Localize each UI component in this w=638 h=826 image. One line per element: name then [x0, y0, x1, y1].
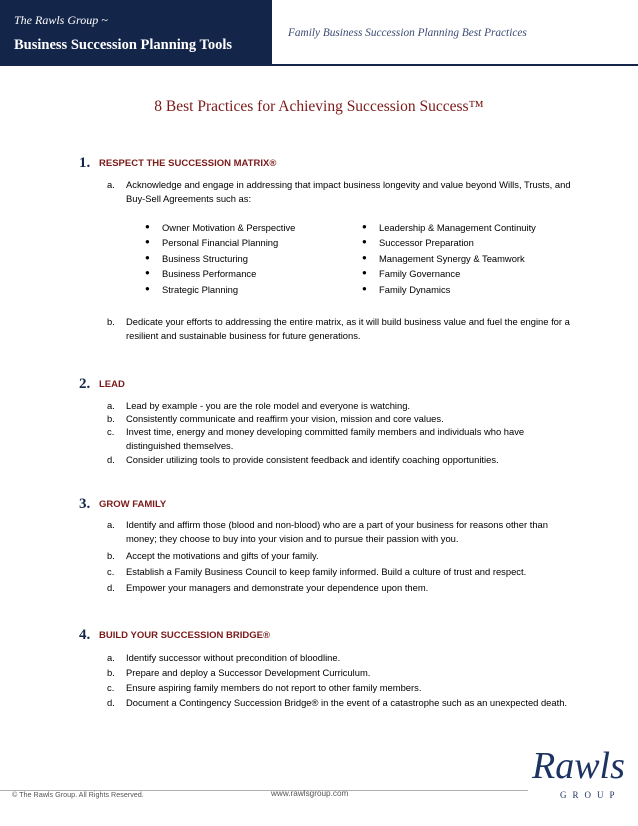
item-letter: c. — [107, 682, 115, 693]
bullet-icon: ● — [145, 253, 150, 262]
item-letter: a. — [107, 179, 115, 190]
bullet-icon: ● — [362, 268, 367, 277]
footer-copyright: © The Rawls Group. All Rights Reserved. — [12, 790, 144, 799]
section-number: 2. — [79, 376, 91, 392]
bullet-icon: ● — [362, 237, 367, 246]
list-item — [107, 453, 573, 467]
header-rule — [272, 64, 638, 66]
item-text: Consider utilizing tools to provide consistent feedback and identify coaching opportunities. — [126, 454, 499, 465]
header-doc-title: Family Business Succession Planning Best Practices — [288, 27, 527, 39]
item-text: Dedicate your efforts to addressing the entire matrix, as it will build business value and fuel the engine for a resilient and sustainable business for future generations. — [126, 316, 570, 341]
item-letter: b. — [107, 550, 115, 561]
bullet-text: Business Structuring — [162, 253, 248, 264]
section-title: GROW FAMILY — [99, 499, 167, 510]
section-number: 3. — [79, 496, 91, 512]
rawls-group-logo — [522, 744, 634, 804]
header-box — [0, 0, 272, 66]
bullet-item — [145, 284, 238, 295]
bullet-icon: ● — [362, 284, 367, 293]
item-letter: c. — [107, 426, 115, 437]
logo-wordmark: Rawls — [532, 745, 625, 787]
bullet-text: Strategic Planning — [162, 284, 239, 295]
list-item — [107, 651, 573, 665]
bullet-icon: ● — [145, 268, 150, 277]
item-text: Ensure aspiring family members do not report to other family members. — [126, 682, 422, 693]
list-item — [107, 399, 573, 413]
bullet-item — [145, 268, 256, 279]
header-product: Business Succession Planning Tools — [14, 37, 232, 53]
item-text: Invest time, energy and money developing committed family members and individuals who have distinguished themselves. — [126, 426, 525, 451]
item-text: Lead by example - you are the role model and everyone is watching. — [126, 400, 411, 411]
bullet-text: Business Performance — [162, 268, 257, 279]
bullet-text: Family Dynamics — [379, 284, 451, 295]
bullet-item — [362, 284, 450, 295]
section-title: BUILD YOUR SUCCESSION BRIDGE® — [99, 630, 270, 641]
item-letter: b. — [107, 667, 115, 678]
bullet-item — [362, 268, 460, 279]
item-letter: b. — [107, 413, 115, 424]
list-item — [107, 549, 573, 563]
bullet-item — [362, 222, 536, 233]
bullet-text: Leadership & Management Continuity — [379, 222, 536, 233]
bullet-text: Owner Motivation & Perspective — [162, 222, 296, 233]
bullet-item — [145, 222, 295, 233]
item-text: Identify successor without precondition of bloodline. — [126, 652, 341, 663]
item-text: Empower your managers and demonstrate your dependence upon them. — [126, 582, 429, 593]
logo-subtitle: GROUP — [560, 790, 621, 800]
item-letter: a. — [107, 652, 115, 663]
item-text: Establish a Family Business Council to keep family informed. Build a culture of trust and respect. — [126, 566, 527, 577]
bullet-icon: ● — [145, 284, 150, 293]
item-text: Acknowledge and engage in addressing that impact business longevity and value beyond Wills, Trusts, and Buy-Sell Agreements such as: — [126, 179, 571, 204]
item-text: Prepare and deploy a Successor Development Curriculum. — [126, 667, 371, 678]
page-title: 8 Best Practices for Achieving Succession Success™ — [154, 98, 484, 115]
list-item — [107, 666, 573, 680]
section-number: 1. — [79, 155, 91, 171]
list-item — [107, 565, 573, 579]
bullet-icon: ● — [362, 253, 367, 262]
bullet-item — [362, 237, 474, 248]
bullet-icon: ● — [145, 237, 150, 246]
bullet-text: Personal Financial Planning — [162, 237, 279, 248]
footer-website-link[interactable]: www.rawlsgroup.com — [271, 789, 349, 798]
list-item — [107, 518, 573, 546]
bullet-text: Management Synergy & Teamwork — [379, 253, 525, 264]
section-title: LEAD — [99, 379, 125, 390]
list-item — [107, 178, 573, 206]
bullet-item — [362, 253, 525, 264]
item-text: Identify and affirm those (blood and non-blood) who are a part of your business for reasons other than money; they choose to buy into your vision and to pursue their passion with you. — [126, 519, 548, 544]
list-item — [107, 581, 573, 595]
header-company: The Rawls Group ~ — [14, 13, 108, 27]
item-letter: d. — [107, 582, 115, 593]
item-letter: d. — [107, 697, 115, 708]
item-letter: d. — [107, 454, 115, 465]
bullet-text: Successor Preparation — [379, 237, 474, 248]
list-item — [107, 315, 573, 343]
item-letter: a. — [107, 400, 115, 411]
list-item — [107, 681, 573, 695]
item-text: Document a Contingency Succession Bridge® in the event of a catastrophe such as an unexpected death. — [126, 697, 568, 708]
bullet-icon: ● — [145, 222, 150, 231]
list-item — [107, 412, 573, 426]
section-number: 4. — [79, 627, 91, 643]
section-title: RESPECT THE SUCCESSION MATRIX® — [99, 158, 277, 169]
item-text: Accept the motivations and gifts of your family. — [126, 550, 319, 561]
item-text: Consistently communicate and reaffirm your vision, mission and core values. — [126, 413, 444, 424]
item-letter: a. — [107, 519, 115, 530]
item-letter: b. — [107, 316, 115, 327]
list-item — [107, 425, 573, 453]
bullet-item — [145, 253, 248, 264]
bullet-text: Family Governance — [379, 268, 461, 279]
bullet-item — [145, 237, 278, 248]
list-item — [107, 696, 573, 710]
item-letter: c. — [107, 566, 115, 577]
bullet-icon: ● — [362, 222, 367, 231]
